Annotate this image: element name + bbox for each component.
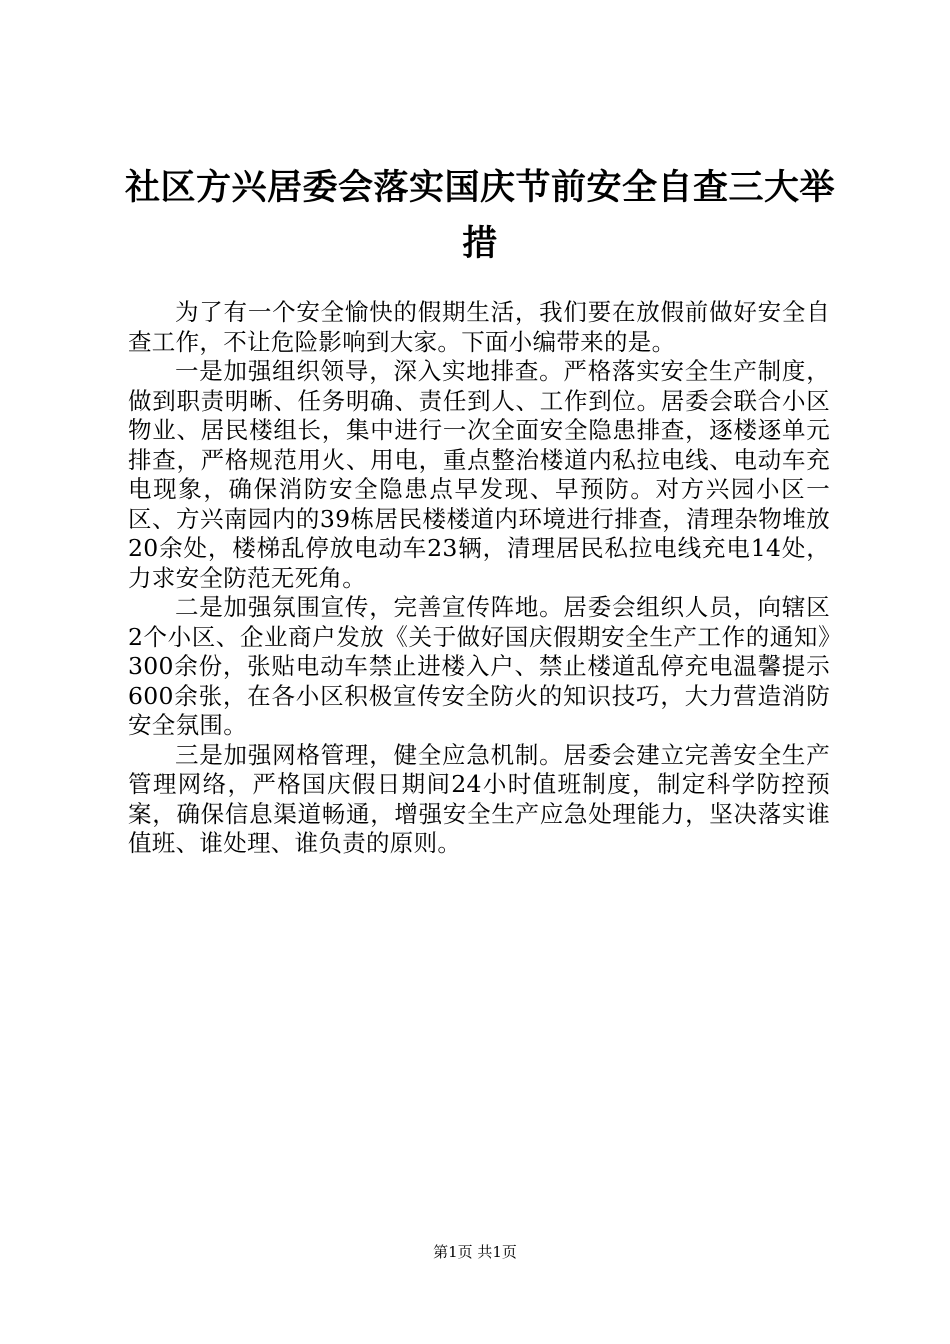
paragraph-measure-one: 一是加强组织领导，深入实地排查。严格落实安全生产制度，做到职责明晰、任务明确、责任到人、工作到位。居委会联合小区物业、居民楼组长，集中进行一次全面安全隐患排查，逐楼逐单元排查，严格规范用火、用电，重点整治楼道内私拉电线、电动车充电现象，确保消防安全隐患点早发现、早预防。对方兴园小区一区、方兴南园内的39栋居民楼楼道内环境进行排查，清理杂物堆放20余处，楼梯乱停放电动车23辆，清理居民私拉电线充电14处，力求安全防范无死角。	[128, 357, 830, 592]
paragraph-measure-two: 二是加强氛围宣传，完善宣传阵地。居委会组织人员，向辖区2个小区、企业商户发放《关于做好国庆假期安全生产工作的通知》300余份，张贴电动车禁止进楼入户、禁止楼道乱停充电温馨提示600余张，在各小区积极宣传安全防火的知识技巧，大力营造消防安全氛围。	[128, 593, 830, 739]
paragraph-measure-three: 三是加强网格管理，健全应急机制。居委会建立完善安全生产管理网络，严格国庆假日期间24小时值班制度，制定科学防控预案，确保信息渠道畅通，增强安全生产应急处理能力，坚决落实谁值班、谁处理、谁负责的原则。	[128, 740, 830, 857]
document-body	[128, 298, 830, 859]
page-footer: 第1页 共1页	[433, 1243, 517, 1261]
paragraph-intro: 为了有一个安全愉快的假期生活，我们要在放假前做好安全自查工作，不让危险影响到大家。下面小编带来的是。	[128, 298, 830, 356]
document-title: 社区方兴居委会落实国庆节前安全自查三大举措	[124, 167, 835, 264]
